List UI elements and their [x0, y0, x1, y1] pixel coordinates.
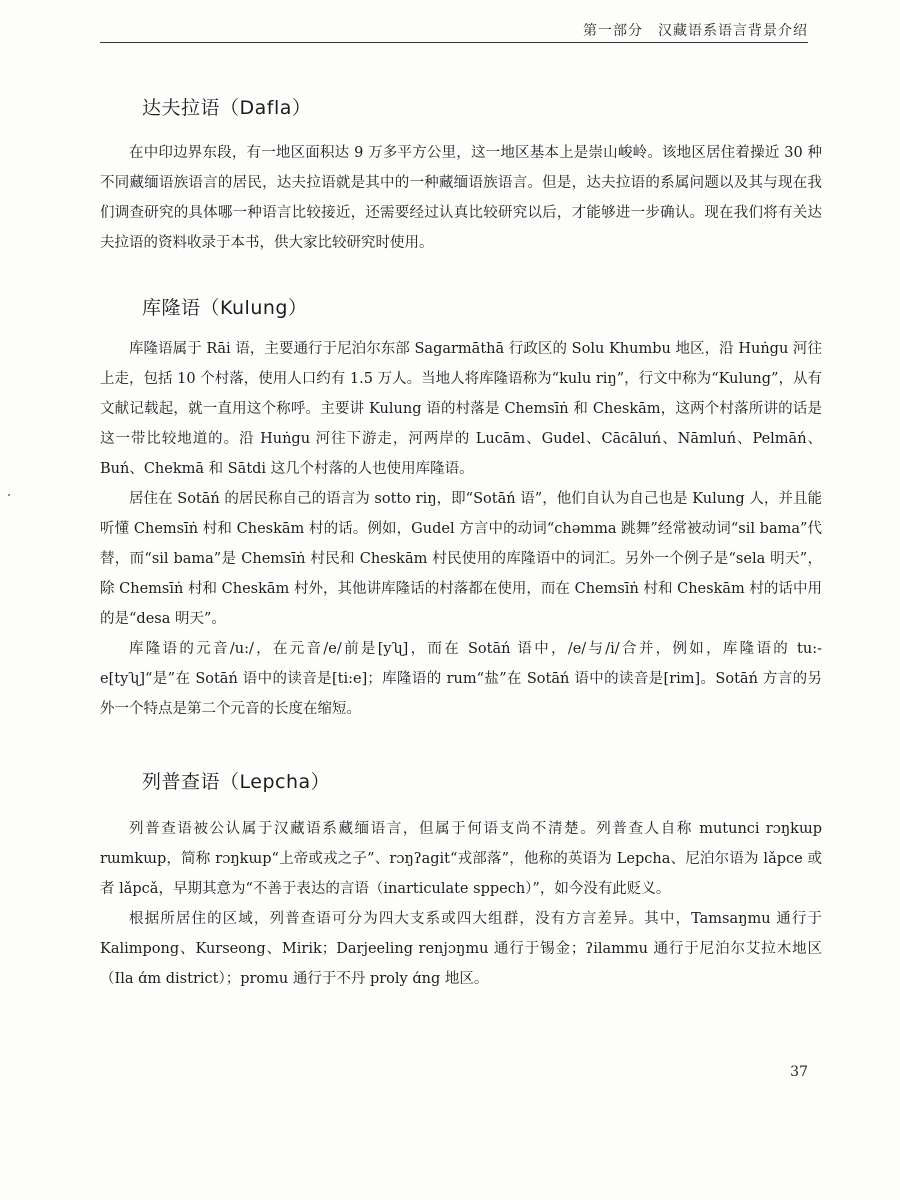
paragraph-lepcha-2: 根据所居住的区域，列普查语可分为四大支系或四大组群，没有方言差异。其中，Tamsaŋmu 通行于 Kalimpong、Kurseong、Mirik；Darjeeling renjɔŋmu 通行于锡金；ʔilammu 通行于尼泊尔艾拉木地区（Ila ɑ́m district）；promu 通行于不丹 proly ɑ́ng 地区。: [100, 911, 822, 987]
paragraph-dafla-1: 在中印边界东段，有一地区面积达 9 万多平方公里，这一地区基本上是崇山峻岭。该地区居住着操近 30 种不同藏缅语族语言的居民，达夫拉语就是其中的一种藏缅语族语言。但是，达夫拉语的系属问题以及其与现在我们调查研究的具体哪一种语言比较接近，还需要经过认真比较研究以后，才能够进一步确认。现在我们将有关达夫拉语的资料收录于本书，供大家比较研究时使用。: [100, 145, 822, 251]
paragraph-kulung-2: 居住在 Sotāń 的居民称自己的语言为 sotto riŋ，即“Sotāń 语”，他们自认为自己也是 Kulung 人，并且能听懂 Chemsīṅ 村和 Cheskām 村的话。例如，Gudel 方言中的动词“chəmma 跳舞”经常被动词“sil bama”代替，而“sil bama”是 Chemsīṅ 村民和 Cheskām 村民使用的库隆语中的词汇。另外一个例子是“sela 明天”，除 Chemsīṅ 村和 Cheskām 村外，其他讲库隆话的村落都在使用，而在 Chemsīṅ 村和 Cheskām 村的话中用的是“desa 明天”。: [100, 491, 822, 627]
section-title-kulung: 库隆语（Kulung）: [142, 297, 308, 319]
header-rule: [100, 42, 808, 43]
margin-speck: [8, 494, 10, 496]
section-title-lepcha: 列普查语（Lepcha）: [142, 771, 331, 793]
section-title-dafla: 达夫拉语（Dafla）: [142, 97, 312, 119]
page-body: [100, 92, 822, 994]
paragraph-kulung-3: 库隆语的元音/u:/，在元音/e/前是[yʯ]，而在 Sotāń 语中，/e/与/i/合并，例如，库隆语的 tu:-e[tyʯ]“是”在 Sotāń 语中的读音是[ti:e]；库隆语的 rum“盐”在 Sotāń 语中的读音是[rim]。Sotāń 方言的另外一个特点是第二个元音的长度在缩短。: [100, 641, 822, 717]
running-header: 第一部分 汉藏语系语言背景介绍: [583, 23, 808, 39]
paragraph-kulung-1: 库隆语属于 Rāi 语，主要通行于尼泊尔东部 Sagarmāthā 行政区的 Solu Khumbu 地区，沿 Huṅgu 河往上走，包括 10 个村落，使用人口约有 1.5 万人。当地人将库隆语称为“kulu riŋ”，行文中称为“Kulung”，从有文献记载起，就一直用这个称呼。主要讲 Kulung 语的村落是 Chemsīṅ 和 Cheskām，这两个村落所讲的话是这一带比较地道的。沿 Huṅgu 河往下游走，河两岸的 Lucām、Gudel、Cācāluń、Nāmluń、Pelmāń、Buń、Chekmā 和 Sātdi 这几个村落的人也使用库隆语。: [100, 341, 822, 477]
paragraph-lepcha-1: 列普查语被公认属于汉藏语系藏缅语言，但属于何语支尚不清楚。列普查人自称 mutunci rɔŋkɯp rɯmkɯp，简称 rɔŋkɯp“上帝或戎之子”、rɔŋʔagit“戎部落”，他称的英语为 Lepcha、尼泊尔语为 lǎpce 或者 lǎpcǎ，早期其意为“不善于表达的言语（inarticulate sppech）”，如今没有此贬义。: [100, 821, 822, 897]
page-number: 37: [790, 1064, 808, 1080]
